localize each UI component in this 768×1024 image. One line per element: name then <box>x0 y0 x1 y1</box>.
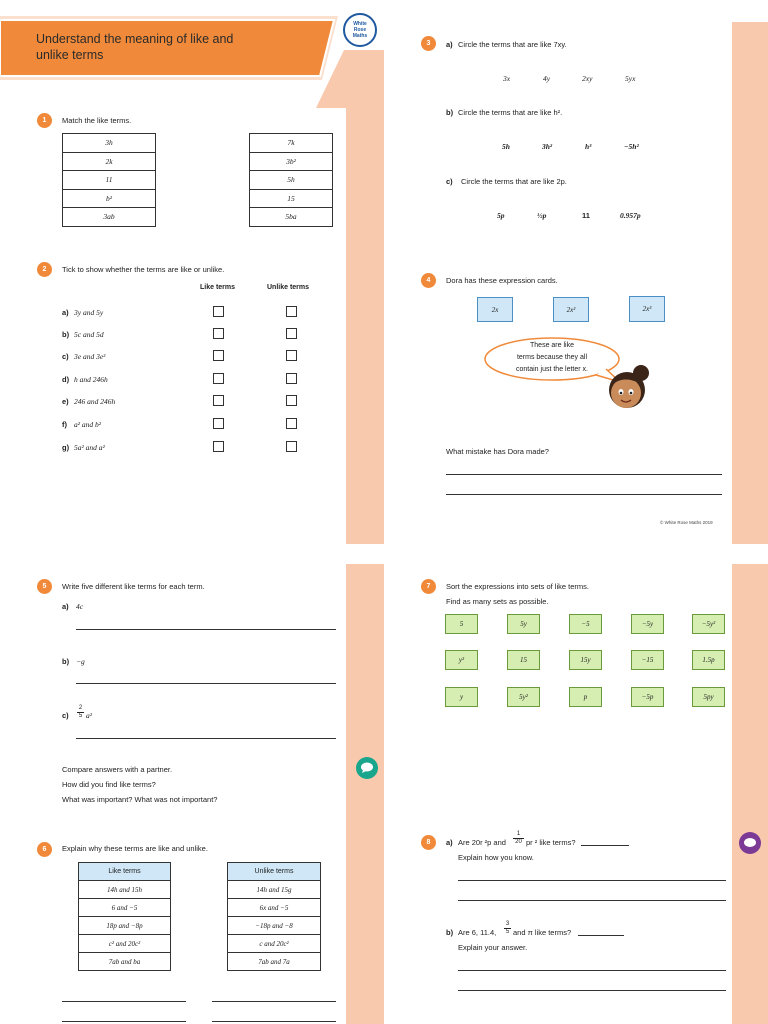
speech-text-line2: terms because they all <box>516 354 588 361</box>
q8b-label: b) <box>446 928 454 937</box>
q1-right-cell[interactable]: 7k <box>250 134 333 153</box>
q1-left-cell[interactable]: 11 <box>63 171 156 190</box>
q3a-term[interactable]: 3x <box>503 74 511 83</box>
page-title-line2: unlike terms <box>36 48 104 62</box>
q5a-label: a) <box>62 602 69 611</box>
q3a-term[interactable]: 2xy <box>582 74 593 83</box>
q4-question: What mistake has Dora made? <box>446 447 549 456</box>
q7-prompt-1: Sort the expressions into sets of like terms. <box>446 582 589 591</box>
q8a-fraction <box>513 831 524 846</box>
q6-like-row: 18p and −8p <box>79 917 171 935</box>
q3a-term[interactable]: 5yx <box>625 74 636 83</box>
q6-unlike-row: 6x and −5 <box>228 899 321 917</box>
q7-expression-card[interactable]: p <box>569 687 602 707</box>
header-banner <box>0 10 384 120</box>
answer-line[interactable] <box>76 629 336 630</box>
q6-like-row: 14h and 15h <box>79 881 171 899</box>
thought-bubble-icon <box>739 832 761 854</box>
q8a-prompt-pre: Are 20r ²p and <box>458 838 506 847</box>
q2-row-text: 5a² and a² <box>74 443 105 452</box>
question-number-6: 6 <box>37 842 52 857</box>
q6-like-header: Like terms <box>79 863 171 881</box>
q2-row-text: h and 246h <box>74 375 108 384</box>
q7-expression-card[interactable]: −5y <box>631 614 664 634</box>
question-number-3: 3 <box>421 36 436 51</box>
q5c-denominator: 5 <box>78 713 83 719</box>
q4-expression-card: 2x³ <box>629 296 665 322</box>
q8a-explain: Explain how you know. <box>458 853 534 862</box>
q4-prompt: Dora has these expression cards. <box>446 276 558 285</box>
q3b-term[interactable]: −5h² <box>624 142 639 151</box>
q7-expression-card[interactable]: −5 <box>569 614 602 634</box>
answer-line[interactable] <box>62 1001 186 1002</box>
sidebar-strip <box>346 108 384 544</box>
q5-prompt: Write five different like terms for each term. <box>62 582 205 591</box>
q2-unlike-checkbox[interactable] <box>286 350 297 361</box>
copyright: © White Rose Maths 2019 <box>660 520 713 525</box>
q7-expression-card[interactable]: 5 <box>445 614 478 634</box>
answer-line[interactable] <box>212 1001 336 1002</box>
answer-line[interactable] <box>446 494 722 495</box>
q1-right-cell[interactable]: 15 <box>250 189 333 208</box>
q7-expression-card[interactable]: −15 <box>631 650 664 670</box>
q8a-prompt-post: pr ² like terms? <box>526 838 576 847</box>
q2-row-label: f) <box>62 420 67 429</box>
q1-left-cell[interactable]: 2k <box>63 152 156 171</box>
q3c-prompt: Circle the terms that are like 2p. <box>461 177 567 186</box>
q6-unlike-row: −18p and −8 <box>228 917 321 935</box>
q2-row-text: 5c and 5d <box>74 330 104 339</box>
q7-expression-card[interactable]: −5p <box>631 687 664 707</box>
white-rose-maths-logo <box>343 13 377 47</box>
q3c-term[interactable]: 11 <box>582 211 590 220</box>
worksheet-page-3 <box>0 560 384 1024</box>
answer-line[interactable] <box>212 1021 336 1022</box>
q6-like-row: 6 and −5 <box>79 899 171 917</box>
answer-line[interactable] <box>458 900 726 901</box>
logo-text-1: White <box>353 21 367 27</box>
q3c-label: c) <box>446 177 453 186</box>
answer-line[interactable] <box>76 738 336 739</box>
q5b-term: −g <box>76 657 85 666</box>
worksheet-page-4 <box>400 560 768 1024</box>
q2-like-checkbox[interactable] <box>213 418 224 429</box>
speech-bubble-icon <box>356 757 378 779</box>
q8b-denominator: 5 <box>505 929 510 935</box>
q5-discuss-1: Compare answers with a partner. <box>62 765 173 774</box>
q2-unlike-checkbox[interactable] <box>286 395 297 406</box>
answer-blank[interactable] <box>578 935 624 936</box>
speech-text-line1: These are like <box>530 342 574 349</box>
q3a-prompt: Circle the terms that are like 7xy. <box>458 40 567 49</box>
answer-blank[interactable] <box>581 845 629 846</box>
q8b-fraction <box>504 921 511 936</box>
q8a-label: a) <box>446 838 453 847</box>
q6-unlike-table <box>227 862 321 971</box>
q6-unlike-row: c and 20c² <box>228 935 321 953</box>
q1-left-cell[interactable]: 3h <box>63 134 156 153</box>
q2-col-unlike: Unlike terms <box>267 284 310 291</box>
question-number-5: 5 <box>37 579 52 594</box>
q7-prompt-2: Find as many sets as possible. <box>446 597 549 606</box>
q2-row-label: g) <box>62 443 70 452</box>
q2-like-checkbox[interactable] <box>213 395 224 406</box>
q1-prompt: Match the like terms. <box>62 116 132 125</box>
answer-line[interactable] <box>458 990 726 991</box>
question-number-4: 4 <box>421 273 436 288</box>
q6-unlike-header: Unlike terms <box>228 863 321 881</box>
answer-line[interactable] <box>62 1021 186 1022</box>
q5c-fraction <box>77 705 84 720</box>
dora-character-icon <box>603 362 653 412</box>
q2-row-label: d) <box>62 375 70 384</box>
q4-expression-card: 2x² <box>553 297 589 322</box>
q6-prompt: Explain why these terms are like and unlike. <box>62 844 208 853</box>
q2-like-checkbox[interactable] <box>213 441 224 452</box>
q2-like-checkbox[interactable] <box>213 350 224 361</box>
q6-like-row: 7ab and ba <box>79 953 171 971</box>
speech-text-line3: contain just the letter x. <box>516 366 588 373</box>
worksheet-page-1 <box>0 0 384 544</box>
q2-like-checkbox[interactable] <box>213 306 224 317</box>
q2-unlike-checkbox[interactable] <box>286 373 297 384</box>
q1-right-cell[interactable]: 3b² <box>250 152 333 171</box>
q3b-term[interactable]: 5h <box>502 142 510 151</box>
answer-line[interactable] <box>458 880 726 881</box>
worksheet-page-2 <box>400 0 768 544</box>
q2-row-label: a) <box>62 308 69 317</box>
q2-unlike-checkbox[interactable] <box>286 306 297 317</box>
q7-expression-card[interactable]: y <box>445 687 478 707</box>
question-number-1: 1 <box>37 113 52 128</box>
q2-prompt: Tick to show whether the terms are like or unlike. <box>62 265 225 274</box>
q3c-term[interactable]: 5p <box>497 211 505 220</box>
q2-row-label: e) <box>62 397 69 406</box>
q8a-denominator: 20 <box>515 839 522 845</box>
q5b-label: b) <box>62 657 70 666</box>
question-number-2: 2 <box>37 262 52 277</box>
q3b-term[interactable]: h³ <box>585 142 592 151</box>
q2-like-checkbox[interactable] <box>213 373 224 384</box>
q7-expression-card[interactable]: 15y <box>569 650 602 670</box>
q5c-numerator: 2 <box>78 705 83 711</box>
question-number-8: 8 <box>421 835 436 850</box>
logo-text-2: Rose <box>353 27 367 33</box>
q7-expression-card[interactable]: 5py <box>692 687 725 707</box>
q2-unlike-checkbox[interactable] <box>286 328 297 339</box>
q7-expression-card[interactable]: y² <box>445 650 478 670</box>
sidebar-strip <box>732 564 768 1024</box>
q5a-term: 4c <box>76 602 84 611</box>
q1-left-table <box>62 133 156 227</box>
q7-expression-card[interactable]: 5y² <box>507 687 540 707</box>
q4-expression-card: 2x <box>477 297 513 322</box>
q2-row-text: 246 and 246h <box>74 397 116 406</box>
q2-col-like: Like terms <box>200 284 236 291</box>
q1-right-cell[interactable]: 5ba <box>250 208 333 227</box>
q2-like-checkbox[interactable] <box>213 328 224 339</box>
q5c-label: c) <box>62 711 69 720</box>
q3b-label: b) <box>446 108 454 117</box>
q3c-term[interactable]: 0.957p <box>620 211 641 220</box>
q6-like-table <box>78 862 171 971</box>
question-number-7: 7 <box>421 579 436 594</box>
q8b-prompt-pre: Are 6, 11.4, <box>458 928 497 937</box>
sidebar-strip <box>346 564 384 1024</box>
q8a-numerator: 1 <box>513 831 524 839</box>
q8b-prompt-post: and π like terms? <box>513 928 572 937</box>
q1-right-cell[interactable]: 5h <box>250 171 333 190</box>
logo-text-3: Maths <box>352 33 368 39</box>
q8b-numerator: 3 <box>505 921 510 927</box>
q7-expression-card[interactable]: 1.5p <box>692 650 725 670</box>
q6-unlike-row: 7ab and 7a <box>228 953 321 971</box>
q3a-term[interactable]: 4y <box>543 74 551 83</box>
q2-row-text: a² and b² <box>74 420 101 429</box>
q3a-label: a) <box>446 40 453 49</box>
answer-line[interactable] <box>76 683 336 684</box>
q2-row-text: 3y and 5y <box>74 308 104 317</box>
q6-like-row: c² and 20c² <box>79 935 171 953</box>
q1-left-cell[interactable]: 3ab <box>63 208 156 227</box>
q2-unlike-checkbox[interactable] <box>286 418 297 429</box>
q7-expression-card[interactable]: −5y² <box>692 614 725 634</box>
q6-unlike-row: 14h and 15g <box>228 881 321 899</box>
q1-left-cell[interactable]: b² <box>63 189 156 208</box>
q7-expression-card[interactable]: 5y <box>507 614 540 634</box>
q5c-term: a² <box>86 711 92 720</box>
page-title-line1: Understand the meaning of like and <box>36 32 234 46</box>
q2-row-text: 3e and 3e² <box>74 352 106 361</box>
q5-discuss-2: How did you find like terms? <box>62 780 156 789</box>
q2-row-label: c) <box>62 352 69 361</box>
q3b-term[interactable]: 3h² <box>542 142 553 151</box>
sidebar-strip <box>732 22 768 544</box>
q3c-term[interactable]: ½p <box>537 211 547 220</box>
q8b-explain: Explain your answer. <box>458 943 528 952</box>
q5-discuss-3: What was important? What was not important? <box>62 795 218 804</box>
answer-line[interactable] <box>458 970 726 971</box>
q7-expression-card[interactable]: 15 <box>507 650 540 670</box>
q2-unlike-checkbox[interactable] <box>286 441 297 452</box>
answer-line[interactable] <box>446 474 722 475</box>
q2-row-label: b) <box>62 330 70 339</box>
q3b-prompt: Circle the terms that are like h². <box>458 108 563 117</box>
q1-right-table <box>249 133 333 227</box>
